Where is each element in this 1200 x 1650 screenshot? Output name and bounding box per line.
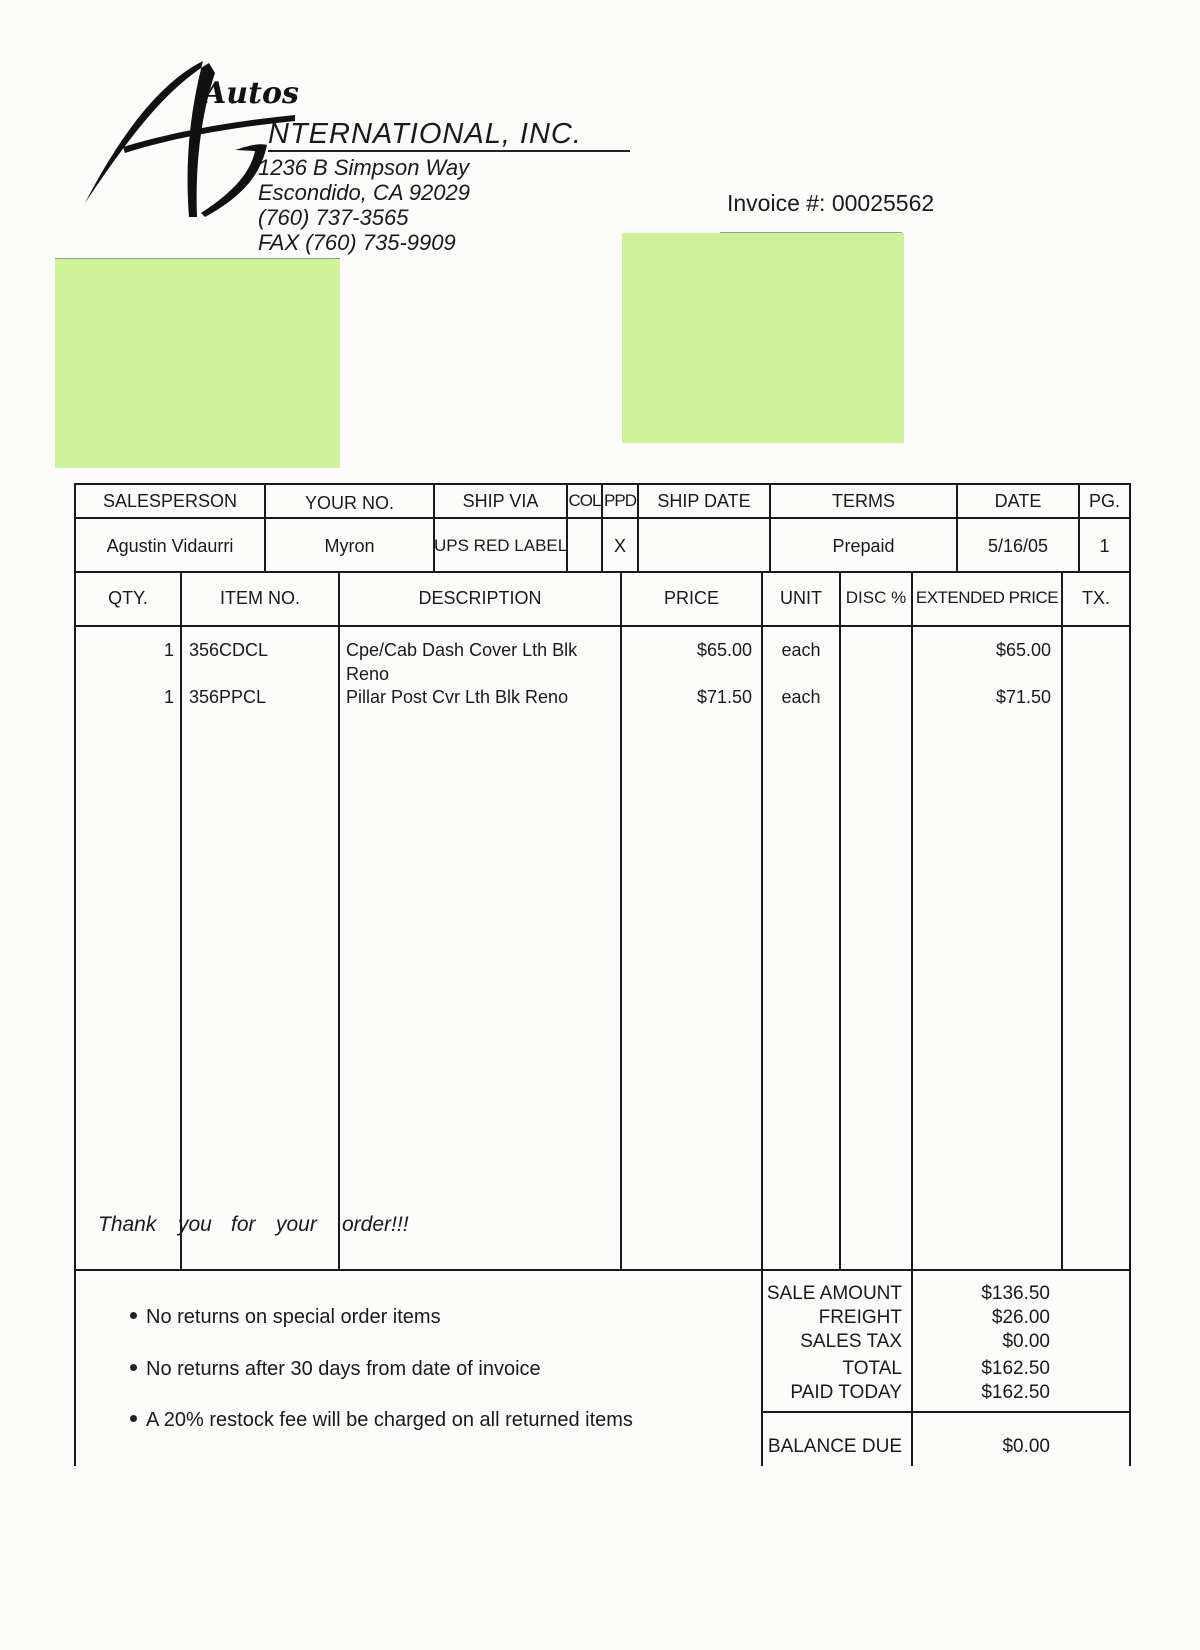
- header-salesperson: SALESPERSON: [102, 491, 238, 511]
- col-qty: QTY.: [108, 588, 148, 608]
- logo-script-text: Autos: [203, 76, 299, 111]
- thank-you-word5: order!!!: [342, 1213, 409, 1236]
- paid-today-label: PAID TODAY: [790, 1382, 902, 1403]
- value-ppd: X: [613, 536, 626, 556]
- sales-tax-value: $0.00: [1002, 1331, 1050, 1352]
- value-your-no: Myron: [324, 536, 375, 556]
- value-salesperson: Agustin Vidaurri: [106, 536, 234, 556]
- row2-item-no: 356PPCL: [189, 687, 267, 707]
- thank-you-word4: your: [276, 1213, 317, 1236]
- value-date: 5/16/05: [987, 536, 1049, 556]
- total-value: $162.50: [981, 1358, 1050, 1379]
- row2-price: $71.50: [696, 687, 752, 707]
- col-price: PRICE: [663, 588, 719, 608]
- invoice-label: Invoice #:: [727, 190, 826, 216]
- freight-value: $26.00: [991, 1307, 1050, 1328]
- col-unit: UNIT: [780, 588, 822, 608]
- total-label: TOTAL: [842, 1358, 902, 1379]
- row2-extended: $71.50: [995, 687, 1051, 707]
- row2-description: Pillar Post Cvr Lth Blk Reno: [346, 687, 569, 707]
- bullet-icon: [130, 1415, 137, 1422]
- paid-today-value: $162.50: [981, 1382, 1050, 1403]
- policy-item-3: A 20% restock fee will be charged on all returned items: [130, 1409, 633, 1432]
- row1-price: $65.00: [696, 640, 752, 660]
- policy-item-2: No returns after 30 days from date of invoice: [130, 1358, 541, 1381]
- row1-description: Cpe/Cab Dash Cover Lth Blk: [346, 640, 578, 660]
- thank-you-word1: Thank: [98, 1213, 157, 1236]
- value-terms: Prepaid: [832, 536, 895, 556]
- col-disc: DISC %: [845, 588, 907, 607]
- header-your-no: YOUR NO.: [304, 493, 394, 513]
- bullet-icon: [130, 1312, 137, 1319]
- balance-due-label: BALANCE DUE: [767, 1436, 902, 1457]
- value-ship-via: UPS RED LABEL: [434, 536, 568, 555]
- value-pg: 1: [1099, 536, 1110, 556]
- row1-qty: 1: [163, 640, 174, 660]
- thank-you-word3: for: [231, 1213, 256, 1236]
- sales-tax-label: SALES TAX: [800, 1331, 902, 1352]
- row1-description-cont: Reno: [346, 664, 390, 684]
- bullet-icon: [130, 1364, 137, 1371]
- row1-unit: each: [781, 640, 821, 660]
- company-address-line2: Escondido, CA 92029: [258, 180, 470, 205]
- col-tx: TX.: [1081, 588, 1110, 608]
- row2-qty: 1: [163, 687, 174, 707]
- col-extended-price: EXTENDED PRICE: [915, 588, 1059, 607]
- header-col: COL: [568, 491, 601, 510]
- header-ship-date: SHIP DATE: [657, 491, 751, 511]
- header-ship-via: SHIP VIA: [462, 491, 539, 511]
- company-address-line1: 1236 B Simpson Way: [258, 155, 470, 180]
- invoice-value: 00025562: [831, 190, 935, 216]
- company-name: NTERNATIONAL, INC.: [268, 118, 582, 150]
- company-fax: FAX (760) 735-9909: [258, 230, 456, 255]
- thank-you-word2: you: [178, 1213, 212, 1236]
- company-phone: (760) 737-3565: [258, 205, 409, 230]
- row1-extended: $65.00: [995, 640, 1051, 660]
- balance-due-value: $0.00: [1002, 1436, 1050, 1457]
- header-pg: PG.: [1088, 491, 1120, 511]
- policy-item-1: No returns on special order items: [130, 1306, 441, 1329]
- sale-amount-value: $136.50: [981, 1283, 1050, 1304]
- row2-unit: each: [781, 687, 821, 707]
- header-ppd: PPD: [604, 491, 636, 510]
- sale-amount-label: SALE AMOUNT: [766, 1283, 902, 1304]
- header-terms: TERMS: [832, 491, 895, 511]
- row1-item-no: 356CDCL: [189, 640, 269, 660]
- col-description: DESCRIPTION: [418, 588, 542, 608]
- freight-label: FREIGHT: [818, 1307, 902, 1328]
- header-date: DATE: [994, 491, 1042, 511]
- col-item-no: ITEM NO.: [220, 588, 300, 608]
